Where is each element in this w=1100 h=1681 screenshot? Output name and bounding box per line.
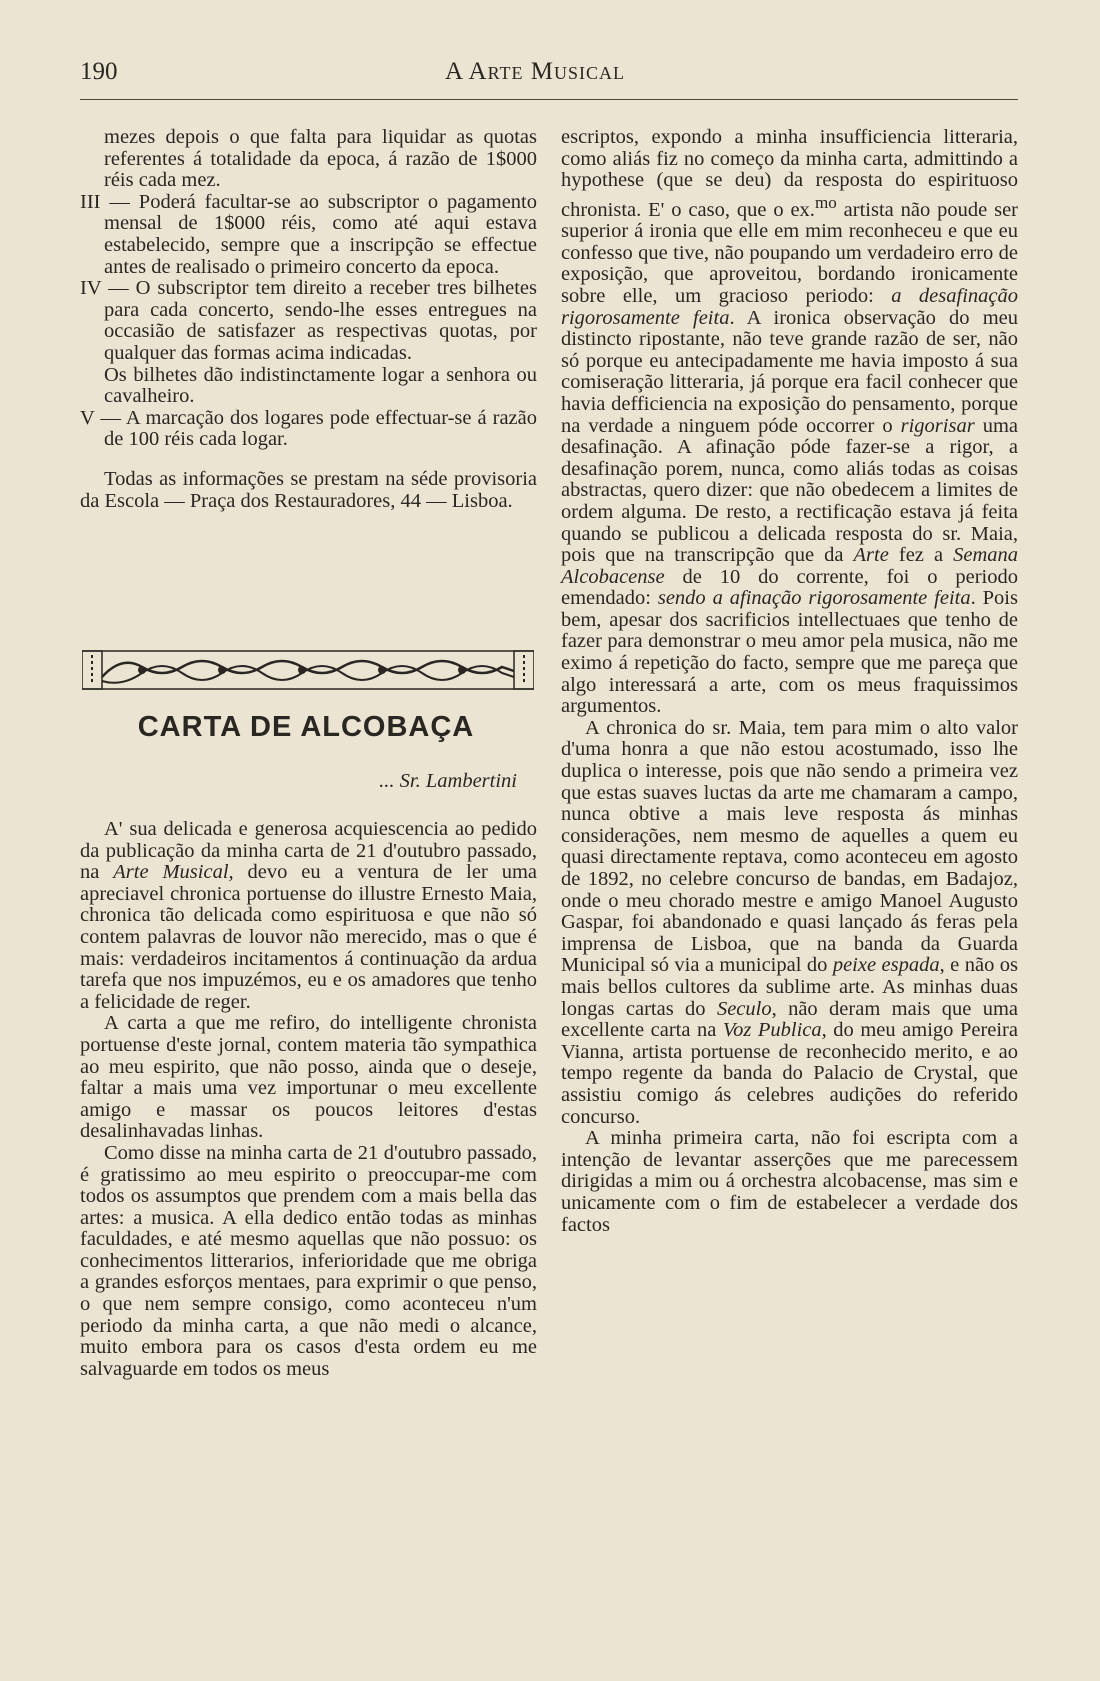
article-title: CARTA DE ALCOBAÇA xyxy=(137,711,475,743)
decorative-ornament-band xyxy=(82,647,534,693)
salutation: ... Sr. Lambertini xyxy=(379,770,517,792)
list-item-iv: IV — O subscriptor tem direito a receber tres bilhetes para cada concerto, sendo-lhe esses entregues na occasião de satisfazer as respectivas quotas, por qualquer das formas acima indicadas. xyxy=(80,277,537,364)
paragraph-4: escriptos, expondo a minha insufficiencia litteraria, como aliás fiz no começo da minha carta, admittindo a hypothese (que se deu) da resposta do espirituoso chronista. E' o caso, que o ex.$^{mo}$ artista não poude ser superior á ironia que elle em mim reconheceu e que eu confesso que tive, não poupando um verdadeiro erro de exposição, que aproveitou, bordando ironicamente sobre elle, um gracioso periodo: a desafinação rigorosamente feita. A ironica observação do meu distincto ripostante, não teve grande razão de ser, não só porque eu antecipadamente me havia imposto á sua comiseração litteraria, já porque era facil conhecer que havia defficiencia na exposição do pensamento, porque na verdade a ninguem póde occorrer o rigorisar uma desafinação. A afinação póde fazer-se a rigor, a desafinação porem, nunca, como aliás todas as coisas abstractas, quero dizer: que não obedecem a limites de ordem alguma. De resto, a rectificação estava já feita quando se publicou a delicada resposta do sr. Maia, pois que na transcripção que da Arte fez a Semana Alcobacense de 10 do corrente, foi o periodo emendado: sendo a afinação rigorosamente feita. Pois bem, apesar dos sacrificios intellectuaes que tenho de fazer para demonstrar o meu amor pela musica, não me eximo á repetição do facto, sempre que me pareça que algo interessará a arte, com os meus fraquissimos argumentos. xyxy=(561,126,1019,718)
header-rule xyxy=(80,99,1018,100)
list-item-tail: mezes depois o que falta para liquidar as quotas referentes á totalidade da epoca, á razão de 1$000 réis cada mez. xyxy=(104,126,537,192)
paragraph-1: A' sua delicada e generosa acquiescencia ao pedido da publicação da minha carta de 21 d'outubro passado, na Arte Musical, devo eu a ventura de ler uma apreciavel chronica portuense do illustre Ernesto Maia, chronica tão delicada como espirituosa e que não só contem palavras de louvor não merecido, mas o que é mais: verdadeiros incitamentos á continuação da ardua tarefa que nos impuzémos, eu e os amadores que tenho a felicidade de reger. xyxy=(80,818,538,1013)
page-number: 190 xyxy=(80,58,118,85)
info-paragraph: Todas as informações se prestam na séde provisoria da Escola — Praça dos Restauradores, 44 — Lisboa. xyxy=(80,467,537,512)
paragraph-6: A minha primeira carta, não foi escripta com a intenção de levantar asserções que me parecessem dirigidas a mim ou á orchestra alcobacense, mas sim e unicamente com o fim de estabelecer a verdade dos factos xyxy=(561,1127,1018,1236)
paragraph-3: Como disse na minha carta de 21 d'outubro passado, é gratissimo ao meu espirito o preoccupar-me com todos os assumptos que prendem com a mais bella das artes: a musica. A ella dedico então todas as minhas faculdades, e até mesmo aquellas que não possuo: os conhecimentos litterarios, inferioridade que me obriga a grandes esforços mentaes, para exprimir o que penso, o que nem sempre consigo, como aconteceu n'um periodo da minha carta, a que não medi o alcance, muito embora para os casos d'esta ordem eu me salvaguarde em todos os meus xyxy=(80,1141,537,1380)
list-item-v: V — A marcação dos logares pode effectuar-se á razão de 100 réis cada logar. xyxy=(80,406,537,451)
paragraph-2: A carta a que me refiro, do intelligente chronista portuense d'este jornal, contem materia tão sympathica ao meu espirito, que não posso, ainda que o deseje, faltar a mais uma vez importunar o meu excellente amigo e massar os poucos leitores d'estas desalinhavadas linhas. xyxy=(80,1012,537,1143)
list-item-iv-continuation: Os bilhetes dão indistinctamente logar a senhora ou cavalheiro. xyxy=(104,363,537,408)
list-item-iii: III — Poderá facultar-se ao subscriptor o pagamento mensal de 1$000 réis, como até aqui estava estabelecido, sempre que a inscripção se effectue antes de realisado o primeiro concerto da epoca. xyxy=(80,190,537,278)
left-column xyxy=(80,126,538,1380)
running-title: A Arte Musical xyxy=(445,58,625,85)
page-header xyxy=(80,58,1018,98)
right-column xyxy=(561,127,1018,1236)
paragraph-5: A chronica do sr. Maia, tem para mim o alto valor d'uma honra a que não estou acostumado, isso lhe duplica o interesse, pois que não sendo a primeira vez que estas suaves luctas da arte me chamaram a campo, nunca obtive a mais leve resposta ás minhas considerações, nem mesmo de aquelles a quem eu quasi directamente reptava, como aconteceu em agosto de 1892, no celebre concurso de bandas, em Badajoz, onde o meu chorado mestre e amigo Manoel Augusto Gaspar, foi abandonado e quasi lançado ás feras pela imprensa de Lisboa, que na banda da Guarda Municipal só via a municipal do peixe espada, e não os mais bellos cultores da sublime arte. As minhas duas longas cartas do Seculo, não deram mais que uma excellente carta na Voz Publica, do meu amigo Pereira Vianna, artista portuense de reconhecido merito, e ao tempo regente da banda do Palacio de Crystal, que assistiu comigo ás celebres audições do referido concurso. xyxy=(561,716,1018,1128)
article-body-left xyxy=(80,819,537,1380)
